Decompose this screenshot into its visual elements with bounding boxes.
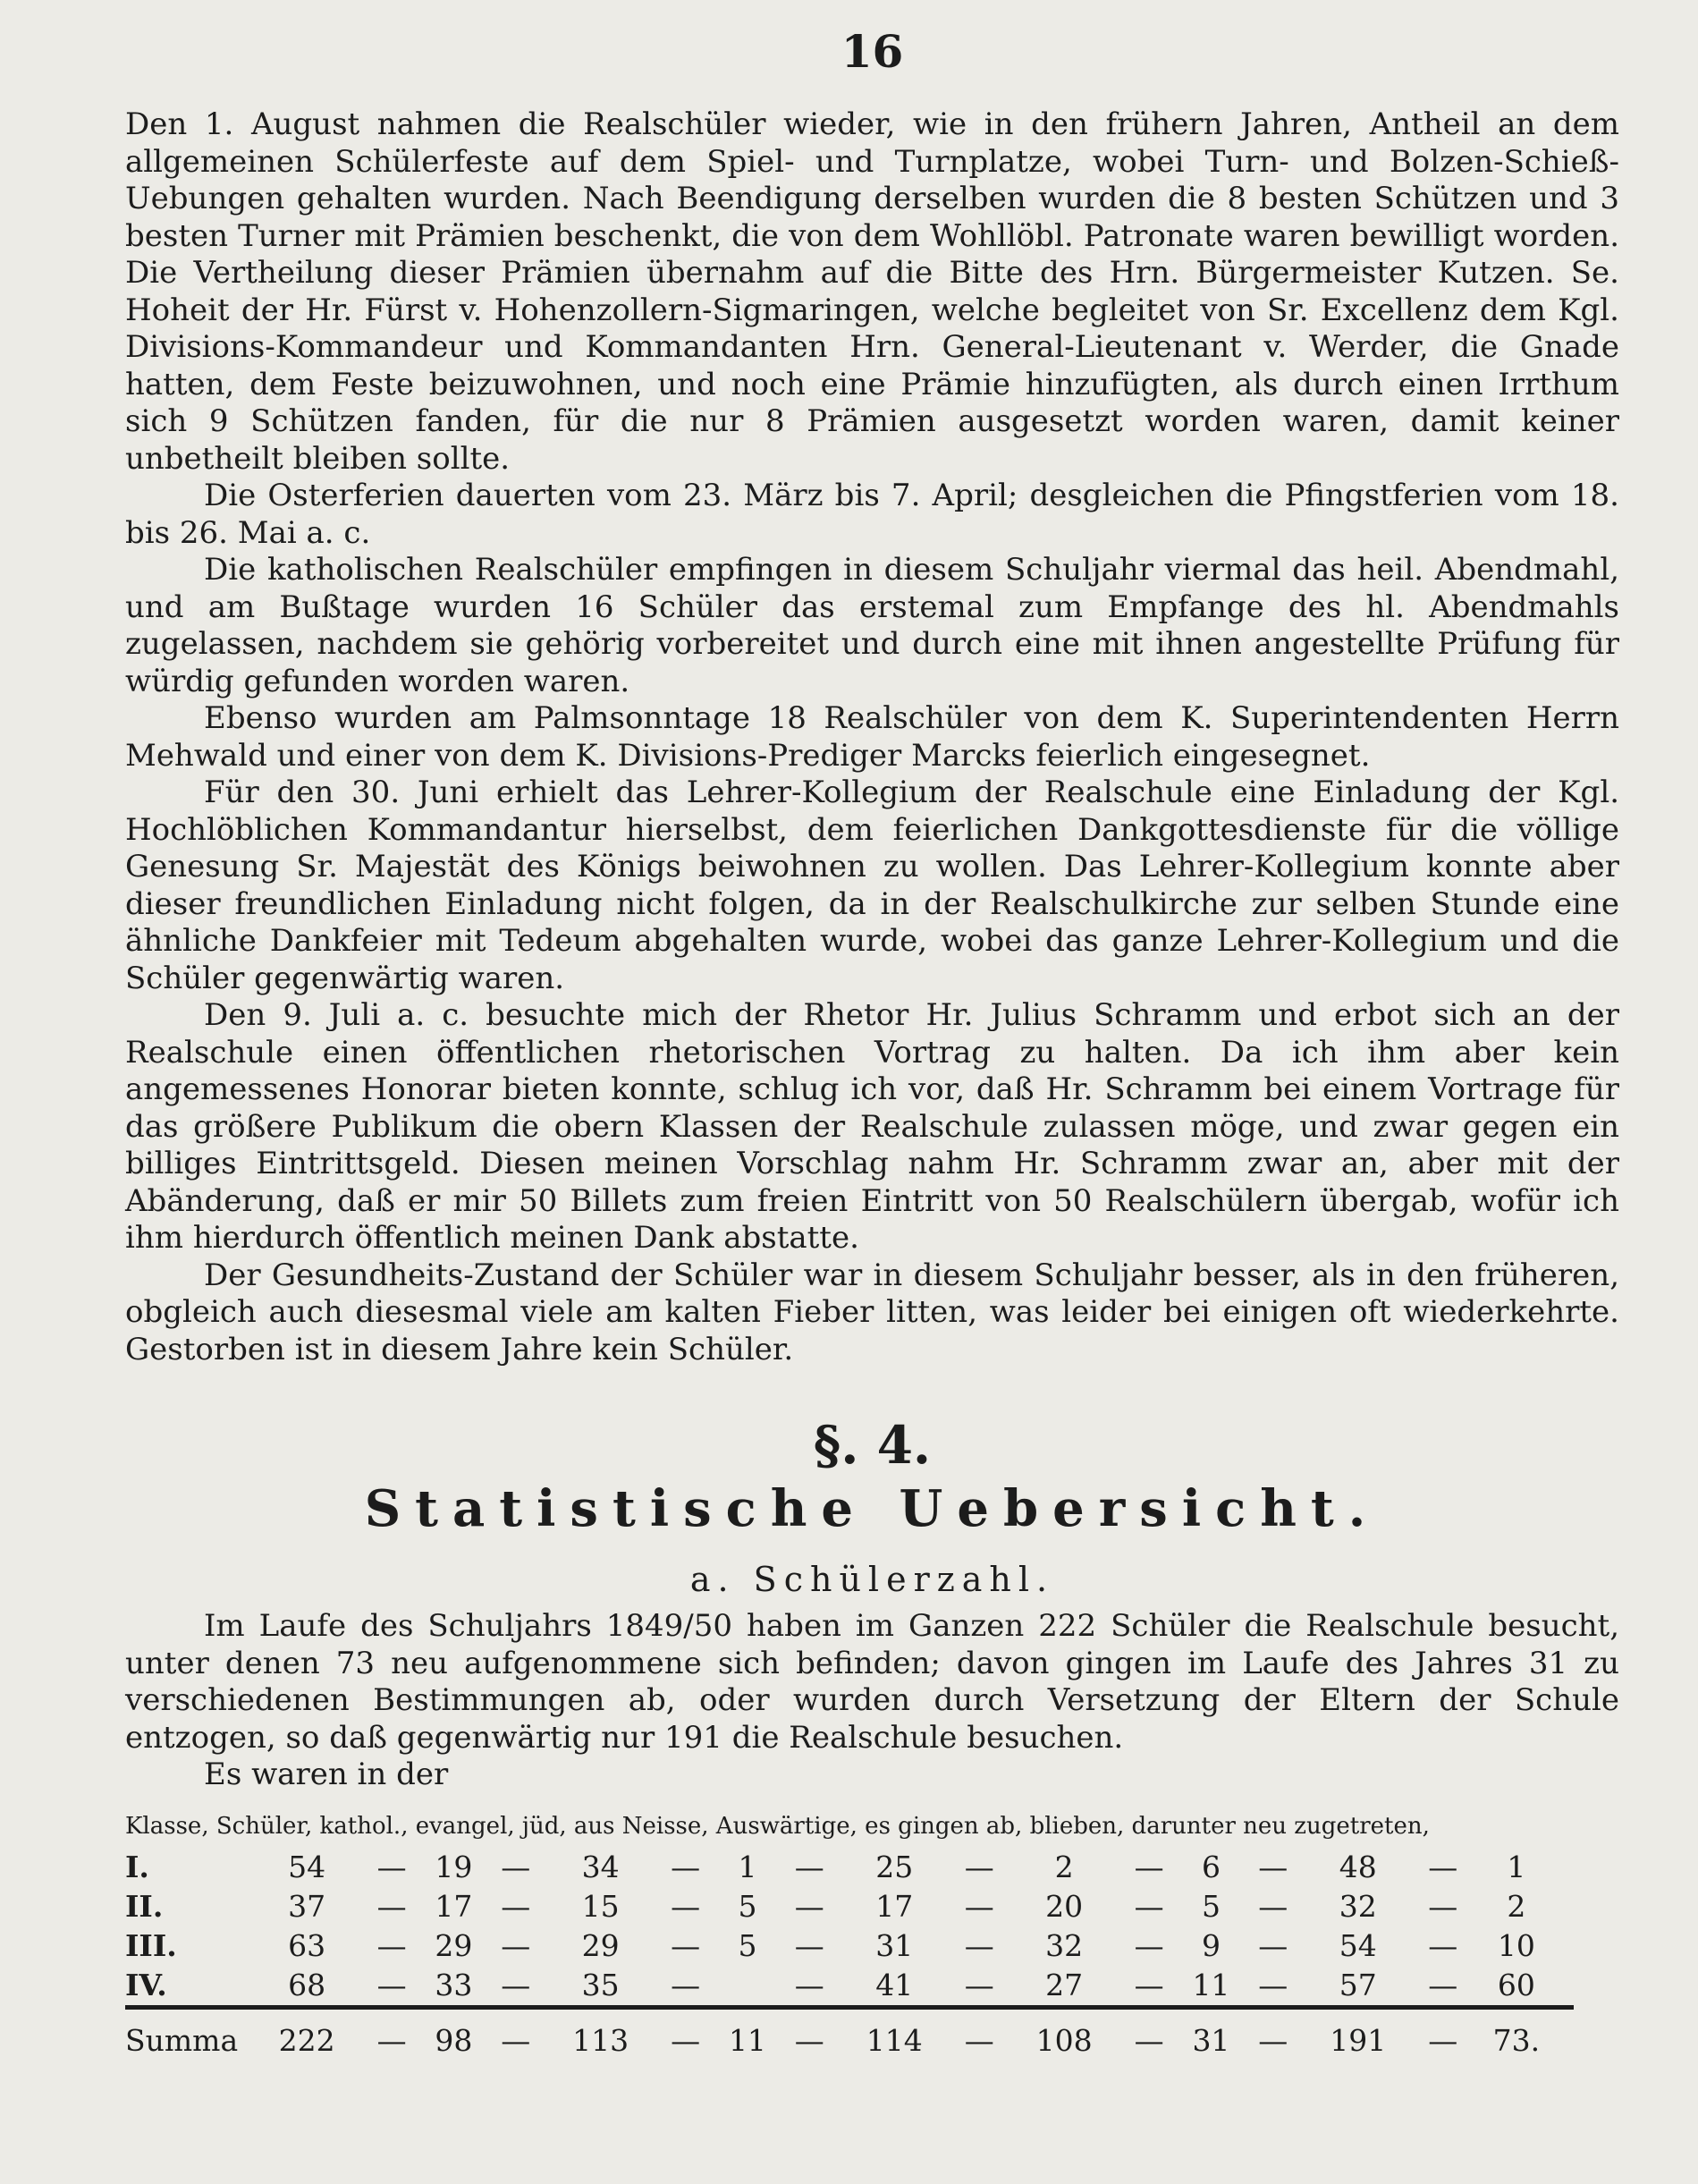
table-cell: 63 (288, 1928, 326, 1963)
dash-separator: — (671, 1968, 701, 2002)
page-number: 16 (841, 25, 904, 78)
dash-separator: — (1258, 1928, 1288, 1963)
dash-separator: — (376, 1928, 407, 1963)
table-cell: 68 (288, 1968, 326, 2002)
table-cell: 9 (1201, 1928, 1221, 1963)
class-label: IV. (125, 1968, 167, 2002)
dash-separator: — (1258, 1850, 1288, 1884)
paragraph-health: Der Gesundheits-Zustand der Schüler war in diesem Schuljahr besser, als in den früheren, obgleich auch diesesmal viele am kalten Fieber litten, was leider bei einigen oft wiederkehrte. Gestorben ist in diesem Jahre kein Schüler. (125, 1257, 1619, 1367)
dash-separator: — (376, 1889, 407, 1924)
table-cell: 20 (1045, 1889, 1084, 1924)
table-cell: 222 (238, 2007, 376, 2063)
table-cell: 17 (875, 1889, 914, 1924)
table-column-header: Klasse, Schüler, kathol., evangel, jüd, aus Neisse, Auswärtige, es gingen ab, blieben, darunter neu zugetreten, (125, 1812, 1430, 1840)
table-cell: 98 (408, 2007, 500, 2063)
dash-separator: — (794, 1928, 824, 1963)
dash-separator: — (1427, 2007, 1459, 2063)
table-cell: 15 (581, 1889, 620, 1924)
dash-separator: — (670, 2007, 702, 2063)
table-cell: 29 (581, 1928, 620, 1963)
dash-separator: — (1134, 1928, 1164, 1963)
table-cell: 57 (1339, 1968, 1377, 2002)
table-cell: 10 (1497, 1928, 1535, 1963)
table-cell: 37 (288, 1889, 326, 1924)
table-cell: 31 (875, 1928, 914, 1963)
dash-separator: — (794, 1889, 824, 1924)
dash-separator: — (1428, 1850, 1458, 1884)
dash-separator: — (671, 1928, 701, 1963)
table-cell: 1 (738, 1850, 757, 1884)
dash-separator: — (671, 1850, 701, 1884)
table-cell: 35 (581, 1968, 620, 2002)
dash-separator: — (1428, 1928, 1458, 1963)
paragraph-holidays: Die Osterferien dauerten vom 23. März bis 7. April; desgleichen die Pfingstferien vom 18. bis 26. Mai a. c. (125, 478, 1619, 551)
dash-separator: — (964, 1968, 994, 2002)
dash-separator: — (501, 1968, 531, 2002)
table-sum-row (125, 2007, 1574, 2063)
table-cell: 11 (1192, 1968, 1230, 2002)
table-cell: 6 (1201, 1850, 1221, 1884)
student-statistics (125, 1808, 1619, 2063)
section-mark: §. 4. (813, 1415, 932, 1476)
dash-separator: — (376, 2007, 408, 2063)
statistics-table (125, 1848, 1574, 2063)
table-cell: 31 (1165, 2007, 1257, 2063)
dash-separator: — (963, 2007, 995, 2063)
paragraph-august-festival: Den 1. August nahmen die Realschüler wieder, wie in den frühern Jahren, Antheil an dem allgemeinen Schülerfeste auf dem Spiel- und Turnplatze, wobei Turn- und Bolzen-Schieß-Uebungen gehalten wurden. Nach Beendigung derselben wurden die 8 besten Schützen und 3 besten Turner mit Prämien beschenkt, die von dem Wohllöbl. Patronate waren bewilligt worden. Die Vertheilung dieser Prämien übernahm auf die Bitte des Hrn. Bürgermeister Kutzen. Se. Hoheit der Hr. Fürst v. Hohenzollern-Sigmaringen, welche begleitet von Sr. Excellenz dem Kgl. Divisions-Kommandeur und Kommandanten Hrn. General-Lieutenant v. Werder, die Gnade hatten, dem Feste beizuwohnen, und noch eine Prämie hinzufügten, als durch einen Irrthum sich 9 Schützen fanden, für die nur 8 Prämien ausgesetzt worden waren, damit keiner unbetheilt bleiben sollte. (125, 106, 1619, 477)
dash-separator: — (794, 1850, 824, 1884)
table-cell: 60 (1497, 1968, 1535, 2002)
paragraph-statistics-intro: Im Laufe des Schuljahrs 1849/50 haben im Ganzen 222 Schüler die Realschule besucht, unter denen 73 neu aufgenommene sich befinden; davon gingen im Laufe des Jahres 31 zu verschiedenen Bestimmungen ab, oder wurden durch Versetzung der Eltern der Schule entzogen, so daß gegenwärtig nur 191 die Realschule besuchen. (125, 1608, 1619, 1756)
table-cell: 27 (1045, 1968, 1084, 2002)
class-label: II. (125, 1889, 164, 1924)
table-cell (702, 1966, 794, 2008)
dash-separator: — (1257, 2007, 1289, 2063)
paragraph-thanksgiving: Für den 30. Juni erhielt das Lehrer-Kollegium der Realschule eine Einladung der Kgl. Hochlöblichen Kommandantur hierselbst, dem feierlichen Dankgottesdienste für die völlige Genesung Sr. Majestät des Königs beiwohnen zu wollen. Das Lehrer-Kollegium konnte aber dieser freundlichen Einladung nicht folgen, da in der Realschulkirche zur selben Stunde eine ähnliche Dankfeier mit Tedeum abgehalten wurde, wobei das ganze Lehrer-Kollegium und die Schüler gegenwärtig waren. (125, 775, 1619, 996)
dash-separator: — (1428, 1968, 1458, 2002)
class-label: Summa (125, 2007, 238, 2063)
dash-separator: — (1428, 1889, 1458, 1924)
dash-separator: — (793, 2007, 825, 2063)
table-cell: 114 (825, 2007, 963, 2063)
table-cell: 54 (288, 1850, 326, 1884)
table-cell: 73. (1459, 2007, 1574, 2063)
class-label: III. (125, 1928, 177, 1963)
section-subtitle: a. Schülerzahl. (689, 1560, 1055, 1599)
dash-separator: — (964, 1928, 994, 1963)
table-cell: 17 (435, 1889, 473, 1924)
dash-separator: — (376, 1968, 407, 2002)
paragraph-communion: Die katholischen Realschüler empfingen in diesem Schuljahr viermal das heil. Abendmahl, und am Bußtage wurden 16 Schüler das erstemal zum Empfange des hl. Abendmahls zugelassen, nachdem sie gehörig vorbereitet und durch eine mit ihnen angestellte Prüfung für würdig gefunden worden waren. (125, 552, 1619, 699)
table-cell: 54 (1339, 1928, 1377, 1963)
table-cell: 2 (1507, 1889, 1526, 1924)
table-cell: 191 (1289, 2007, 1427, 2063)
dash-separator: — (1258, 1968, 1288, 2002)
dash-separator: — (671, 1889, 701, 1924)
table-cell: 32 (1339, 1889, 1377, 1924)
dash-separator: — (1133, 2007, 1165, 2063)
table-row (125, 1926, 1574, 1966)
table-cell: 33 (435, 1968, 473, 2002)
table-cell: 11 (702, 2007, 794, 2063)
dash-separator: — (501, 1850, 531, 1884)
dash-separator: — (501, 1889, 531, 1924)
dash-separator: — (794, 1968, 824, 2002)
class-label: I. (125, 1850, 149, 1884)
dash-separator: — (1134, 1850, 1164, 1884)
table-cell: 5 (738, 1928, 757, 1963)
table-row (125, 1966, 1574, 2008)
table-lead-text: Es waren in der (204, 1757, 449, 1792)
table-cell: 108 (995, 2007, 1133, 2063)
table-cell: 41 (875, 1968, 914, 2002)
table-cell: 1 (1507, 1850, 1526, 1884)
dash-separator: — (1134, 1968, 1164, 2002)
table-cell: 34 (581, 1850, 620, 1884)
table-cell: 29 (435, 1928, 473, 1963)
table-cell: 5 (738, 1889, 757, 1924)
paragraph-confirmation: Ebenso wurden am Palmsonntage 18 Realschüler von dem K. Superintendenten Herrn Mehwald und einer von dem K. Divisions-Prediger Marcks feierlich eingesegnet. (125, 700, 1619, 774)
dash-separator: — (1134, 1889, 1164, 1924)
dash-separator: — (376, 1850, 407, 1884)
table-cell: 25 (875, 1850, 914, 1884)
paragraph-rhetor: Den 9. Juli a. c. besuchte mich der Rhetor Hr. Julius Schramm und erbot sich an der Realschule einen öffentlichen rhetorischen Vortrag zu halten. Da ich ihm aber kein angemessenes Honorar bieten konnte, schlug ich vor, daß Hr. Schramm bei einem Vortrage für das größere Publikum die obern Klassen der Realschule zulassen möge, und zwar gegen ein billiges Eintrittsgeld. Diesen meinen Vorschlag nahm Hr. Schramm zwar an, aber mit der Abänderung, daß er mir 50 Billets zum freien Eintritt von 50 Realschülern übergab, wofür ich ihm hierdurch öffentlich meinen Dank abstatte. (125, 997, 1619, 1256)
dash-separator: — (1258, 1889, 1288, 1924)
table-row (125, 1887, 1574, 1926)
table-cell: 32 (1045, 1928, 1084, 1963)
table-cell: 5 (1201, 1889, 1221, 1924)
dash-separator: — (964, 1889, 994, 1924)
table-row (125, 1848, 1574, 1887)
dash-separator: — (500, 2007, 532, 2063)
dash-separator: — (501, 1928, 531, 1963)
table-cell: 19 (435, 1850, 473, 1884)
section-title: Statistische Uebersicht. (364, 1479, 1381, 1538)
dash-separator: — (964, 1850, 994, 1884)
table-cell: 113 (532, 2007, 670, 2063)
table-cell: 48 (1339, 1850, 1377, 1884)
table-cell: 2 (1054, 1850, 1074, 1884)
